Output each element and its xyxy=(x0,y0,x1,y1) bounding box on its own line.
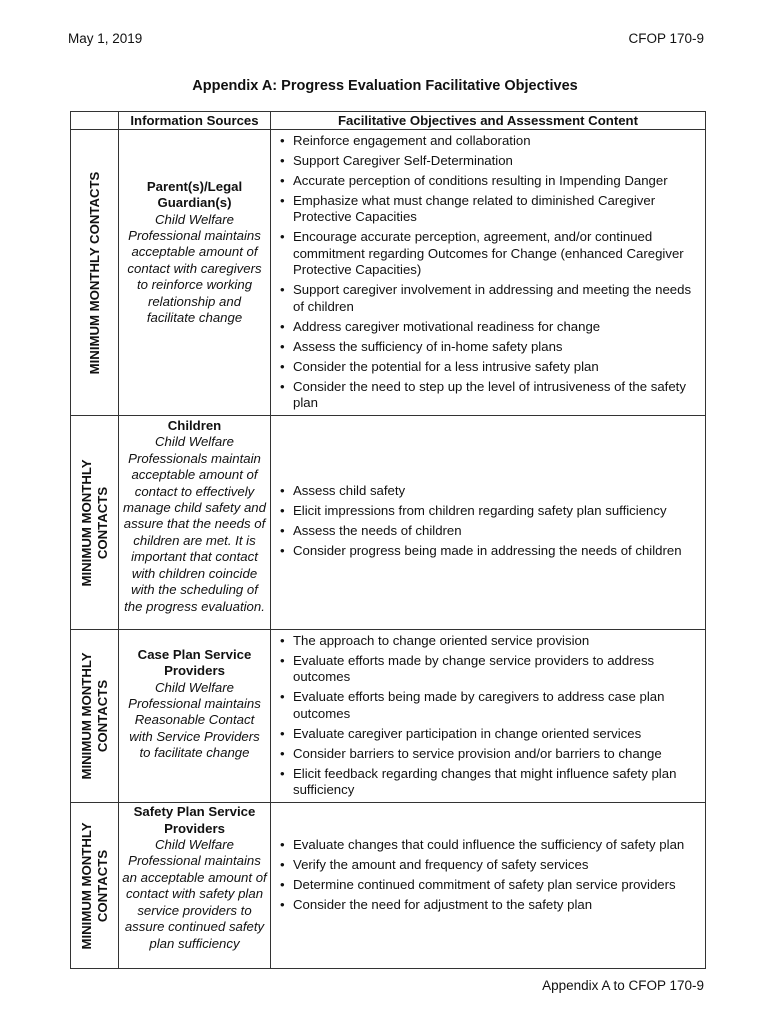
table-row xyxy=(71,416,706,630)
list-item: • Elicit feedback regarding changes that might influence safety plan sufficiency xyxy=(271,766,701,799)
list-item: • Consider barriers to service provision and/or barriers to change xyxy=(271,746,701,762)
header-doc-id: CFOP 170-9 xyxy=(628,31,704,46)
source-cell xyxy=(119,630,271,803)
list-item: • Emphasize what must change related to diminished Caregiver Protective Capacities xyxy=(271,193,701,226)
objectives-table xyxy=(70,111,706,969)
side-label xyxy=(79,822,111,949)
list-item: • Assess the sufficiency of in-home safety plans xyxy=(271,339,701,355)
source-cell xyxy=(119,130,271,416)
objectives-cell xyxy=(271,630,706,803)
side-label-line-2: CONTACTS xyxy=(94,680,110,753)
list-item: • Evaluate efforts being made by caregivers to address case plan outcomes xyxy=(271,689,701,722)
list-item: • Consider the need for adjustment to the safety plan xyxy=(271,897,701,913)
list-item: • Consider progress being made in addressing the needs of children xyxy=(271,543,701,559)
side-label-cell xyxy=(71,803,119,969)
col-header-sources: Information Sources xyxy=(119,112,271,130)
side-label-cell xyxy=(71,630,119,803)
side-label-line-2: CONTACTS xyxy=(94,849,110,922)
side-label-cell xyxy=(71,416,119,630)
list-item: • Evaluate caregiver participation in change oriented services xyxy=(271,726,701,742)
source-title: Children xyxy=(167,418,222,434)
list-item: • Address caregiver motivational readiness for change xyxy=(271,319,701,335)
list-item: • Support caregiver involvement in addressing and meeting the needs of children xyxy=(271,282,701,315)
objectives-list xyxy=(271,837,705,913)
side-label-line-2: CONTACTS xyxy=(94,486,110,559)
source-cell xyxy=(119,416,271,630)
objectives-cell xyxy=(271,130,706,416)
source-cell xyxy=(119,803,271,969)
list-item: • The approach to change oriented service provision xyxy=(271,633,701,649)
header-date: May 1, 2019 xyxy=(68,31,143,46)
side-label-cell xyxy=(71,130,119,416)
list-item: • Assess the needs of children xyxy=(271,523,701,539)
side-label xyxy=(79,653,111,780)
side-label-line-1: MINIMUM MONTHLY xyxy=(78,459,94,587)
list-item: • Assess child safety xyxy=(271,483,701,499)
page-title: Appendix A: Progress Evaluation Facilitative Objectives xyxy=(192,78,578,94)
list-item: • Accurate perception of conditions resulting in Impending Danger xyxy=(271,173,701,189)
list-item: • Determine continued commitment of safety plan service providers xyxy=(271,877,701,893)
list-item: • Evaluate changes that could influence the sufficiency of safety plan xyxy=(271,837,701,853)
objectives-list xyxy=(271,133,705,411)
list-item: • Consider the need to step up the level of intrusiveness of the safety plan xyxy=(271,379,701,412)
source-title: Safety Plan Service Providers xyxy=(133,804,256,836)
side-label xyxy=(79,459,111,586)
source-description: Child Welfare Professionals maintain acceptable amount of contact to effectively manage child safety and assure that the needs of children are met. It is important that contact with children coincide with the scheduling of the progress evaluation. xyxy=(123,434,266,614)
list-item: • Reinforce engagement and collaboration xyxy=(271,133,701,149)
objectives-list xyxy=(271,633,705,799)
source-title: Parent(s)/Legal Guardian(s) xyxy=(146,178,243,211)
col-header-blank xyxy=(71,112,119,130)
side-label-line-1: MINIMUM MONTHLY xyxy=(78,822,94,950)
source-description: Child Welfare Professional maintains acceptable amount of contact with caregivers to reinforce working relationship and facilitate change xyxy=(127,211,262,325)
side-label: MINIMUM MONTHLY CONTACTS xyxy=(86,171,102,374)
source-description: Child Welfare Professional maintains Reasonable Contact with Service Providers to facilitate change xyxy=(128,679,261,761)
list-item: • Support Caregiver Self-Determination xyxy=(271,153,701,169)
source-title: Case Plan Service Providers xyxy=(137,646,252,679)
col-header-objectives: Facilitative Objectives and Assessment Content xyxy=(271,112,706,130)
objectives-cell xyxy=(271,803,706,969)
list-item: • Evaluate efforts made by change service providers to address outcomes xyxy=(271,653,701,686)
objectives-list xyxy=(271,483,705,559)
list-item: • Encourage accurate perception, agreement, and/or continued commitment regarding Outcomes for Change (enhanced Caregiver Protective Capacities) xyxy=(271,229,701,278)
side-label-line-1: MINIMUM MONTHLY xyxy=(78,652,94,780)
list-item: • Elicit impressions from children regarding safety plan sufficiency xyxy=(271,503,701,519)
list-item: • Consider the potential for a less intrusive safety plan xyxy=(271,359,701,375)
page-footer: Appendix A to CFOP 170-9 xyxy=(542,978,704,993)
source-description: Child Welfare Professional maintains an acceptable amount of contact with safety plan service providers to assure continued safety plan sufficiency xyxy=(122,837,267,951)
table-row xyxy=(71,630,706,803)
table-row xyxy=(71,803,706,969)
table-header-row xyxy=(71,112,706,130)
list-item: • Verify the amount and frequency of safety services xyxy=(271,857,701,873)
table-row xyxy=(71,130,706,416)
objectives-cell xyxy=(271,416,706,630)
